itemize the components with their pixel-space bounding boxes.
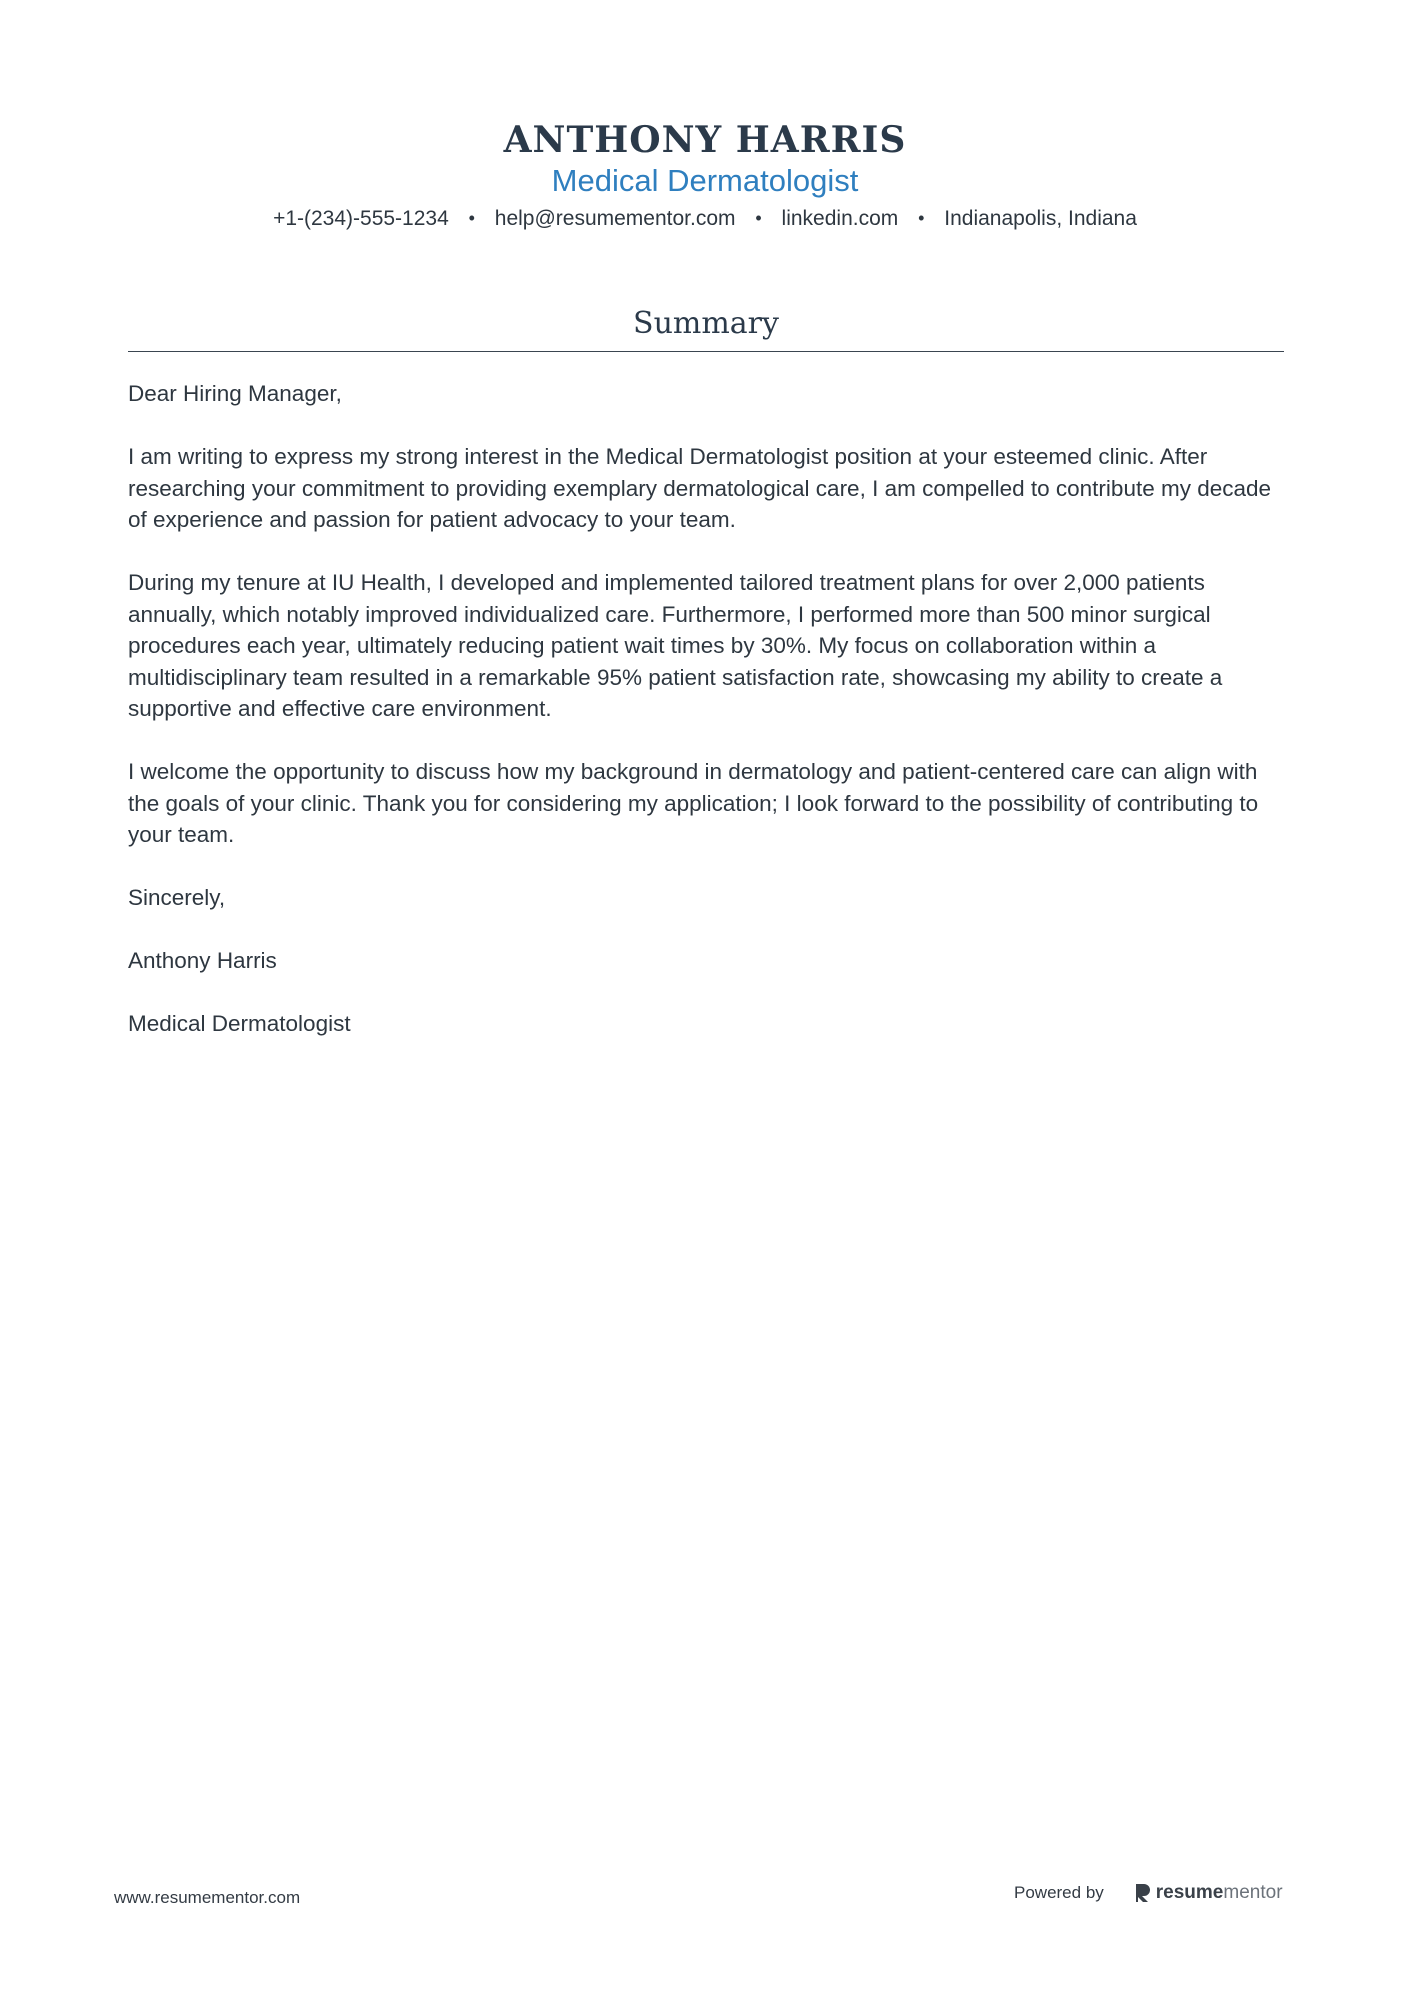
letter-paragraph-2: During my tenure at IU Health, I developed and implemented tailored treatment plans for over 2,000 patients annually, which notably improved individualized care. Furthermore, I performed more than 500 minor surgical procedures each year, ultimately reducing patient wait times by 30%. My focus on collaboration within a multidisciplinary team resulted in a remarkable 95% patient satisfaction rate, showcasing my ability to create a supportive and effective care environment. (128, 570, 1223, 721)
footer-branding (1014, 1882, 1283, 1904)
logo-text-bold: resume (1155, 1882, 1224, 1903)
section-title-summary: Summary (633, 306, 779, 341)
letter-paragraph-3: I welcome the opportunity to discuss how my background in dermatology and patient-centered care can align with the goals of your clinic. Thank you for considering my application; I look forward to the possibility of contributing to your team. (128, 759, 1259, 847)
applicant-job-title: Medical Dermatologist (551, 163, 859, 198)
contact-separator: • (468, 208, 475, 228)
contact-phone: +1-(234)-555-1234 (273, 207, 449, 230)
resumementor-logo-icon (1134, 1882, 1152, 1904)
signature-name: Anthony Harris (128, 948, 277, 973)
letter-greeting: Dear Hiring Manager, (128, 381, 342, 406)
applicant-name: ANTHONY HARRIS (503, 119, 907, 161)
resumementor-logo[interactable] (1134, 1882, 1283, 1904)
letter-header (0, 118, 1410, 234)
section-divider (128, 351, 1284, 352)
contact-email: help@resumementor.com (494, 207, 736, 230)
letter-body (128, 378, 1288, 1071)
contact-location: Indianapolis, Indiana (944, 207, 1137, 230)
footer-website-link[interactable]: www.resumementor.com (114, 1888, 301, 1907)
signature-title: Medical Dermatologist (128, 1011, 351, 1036)
contact-separator: • (918, 208, 925, 228)
contact-line (0, 204, 1410, 234)
contact-linkedin: linkedin.com (781, 207, 899, 230)
letter-paragraph-1: I am writing to express my strong interest in the Medical Dermatologist position at your esteemed clinic. After researching your commitment to providing exemplary dermatological care, I am compelled to contribute my decade of experience and passion for patient advocacy to your team. (128, 444, 1272, 532)
powered-by-label: Powered by (1014, 1883, 1104, 1902)
letter-closing: Sincerely, (128, 885, 226, 910)
logo-text-light: mentor (1223, 1882, 1283, 1903)
contact-separator: • (755, 208, 762, 228)
